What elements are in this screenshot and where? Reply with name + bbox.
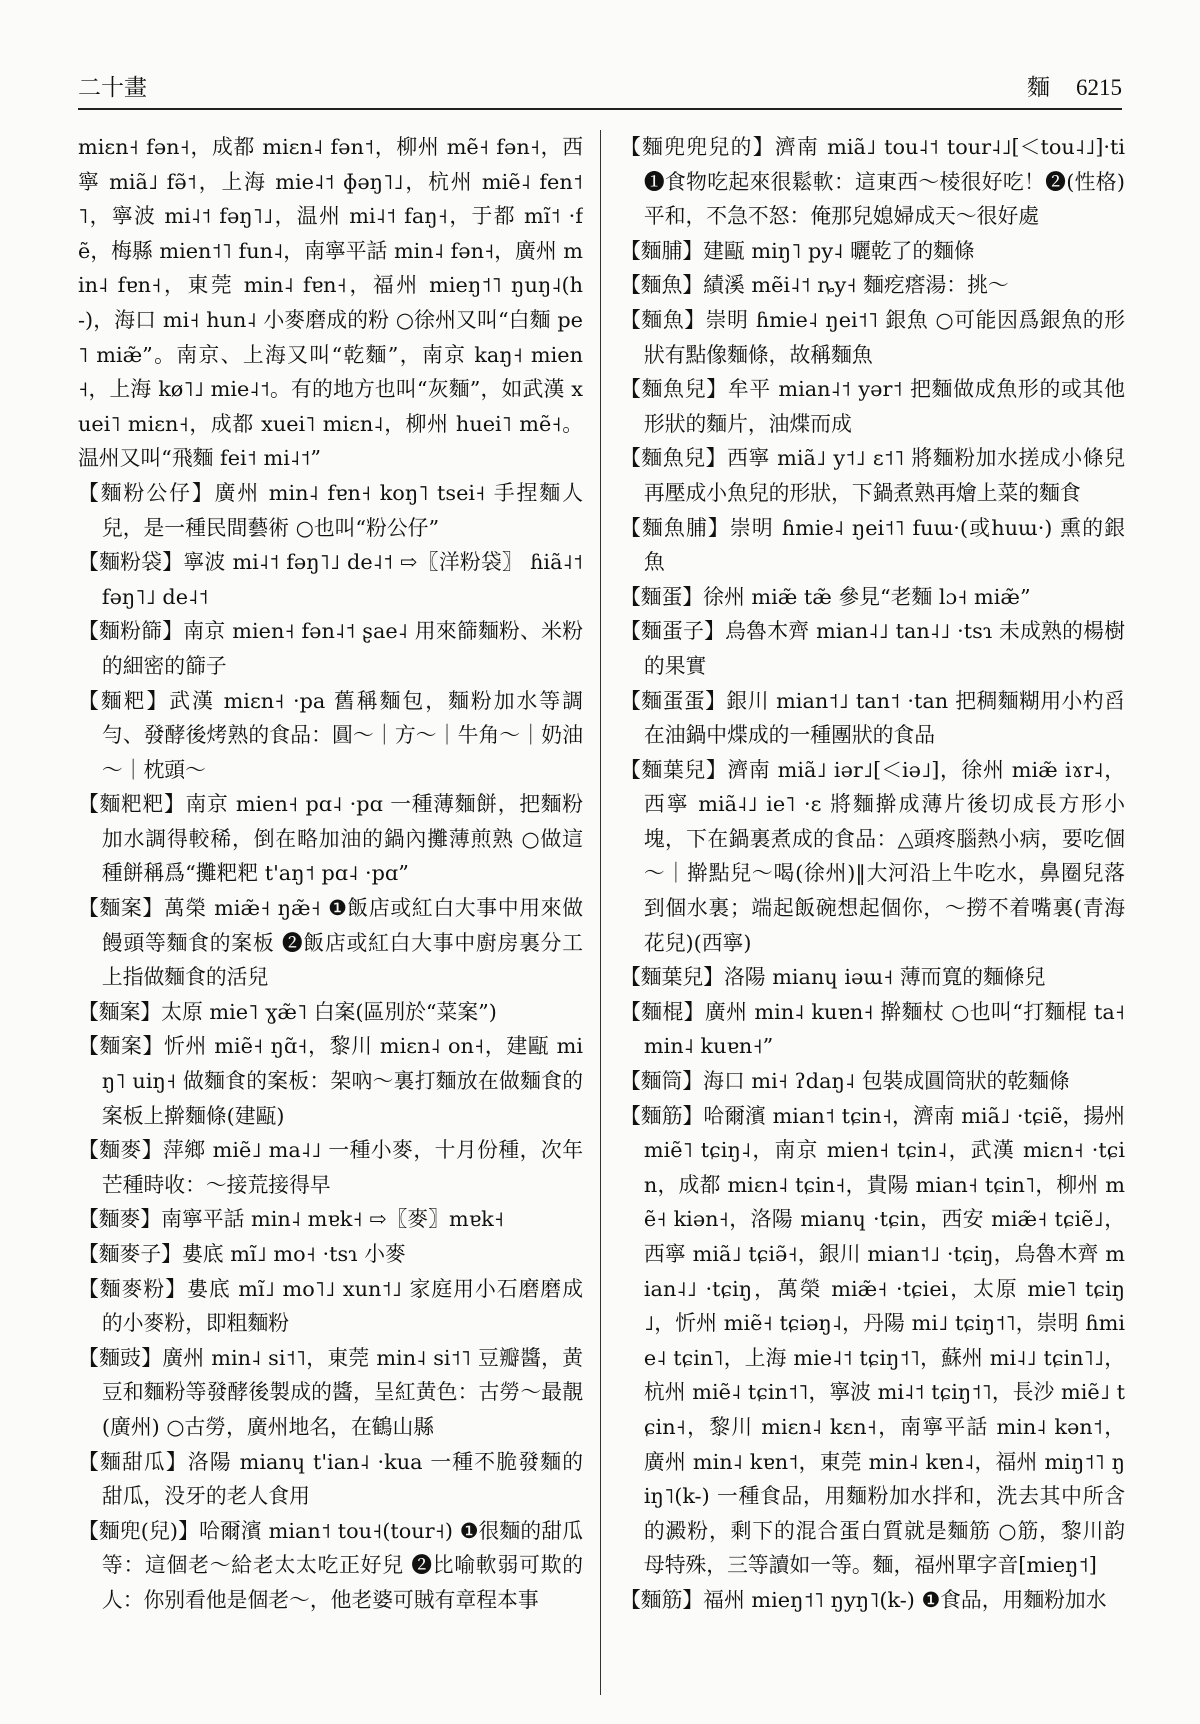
dictionary-entry: 【麵案】忻州 miẽ˧ ŋɑ̃˧，黎川 miɛn˨ on˧，建甌 miŋ˥ uiŋ˧ 做麵食的案板：架吶～裏打麵放在做麵食的案板上擀麵條(建甌) [78,1034,583,1128]
section-label: 二十畫 [78,75,147,101]
dictionary-entry: 【麵麥粉】婁底 mĩ˩ mo˥˩ xun˦˩ 家庭用小石磨磨成的小麥粉，即粗麵粉 [78,1276,583,1336]
running-head [1027,69,1122,102]
dictionary-entry: 【麵魚脯】崇明 ɦmie˨ ŋei˦˥ fuɯ·(或huɯ·) 熏的銀魚 [620,515,1125,575]
dictionary-entry: 【麵案】太原 mie˥ ɣæ̃˥ 白案(區別於“菜案”) [78,999,497,1024]
dictionary-entry: 【麵案】萬榮 miæ̃˧ ŋæ̃˧ ❶飯店或紅白大事中用來做饅頭等麵食的案板 ❷飯店或紅白大事中廚房裏分工上指做麵食的活兒 [78,896,583,990]
dictionary-entry: 【麵棍】廣州 min˨ kuɐn˧ 擀麵杖 ○也叫“打麵棍 ta˧ min˨ kuɐn˧” [620,999,1125,1059]
dictionary-entry: 【麵魚】績溪 mẽi˨˦ ȵy˧ 麵疙瘩湯：挑～ [620,273,1009,298]
dictionary-entry: 【麵蛋】徐州 miæ̃ tæ̃ 參見“老麵 lɔ˧ miæ̃” [620,584,1031,609]
dictionary-entry: 【麵粉公仔】廣州 min˨ fɐn˧ koŋ˥ tsei˧ 手捏麵人兒，是一種民間藝術 ○也叫“粉公仔” [78,480,583,540]
dictionary-entry: 【麵麥】南寧平話 min˨ mɐk˧ ⇨〖麥〗mɐk˧ [78,1207,504,1232]
dictionary-entry: 【麵粉篩】南京 mien˧ fən˨˦ ʂae˨ 用來篩麵粉、米粉的細密的篩子 [78,619,583,678]
dictionary-entry: 【麵葉兒】洛陽 mianɥ iəɯ˧ 薄而寬的麵條兒 [620,965,1046,990]
dictionary-entry: 【麵葉兒】濟南 miã˩ iər˩[＜iə˩]，徐州 miæ̃ iɤr˨，西寧 miã˨˩ ie˥ ·ɛ 將麵擀成薄片後切成長方形小塊，下在鍋裏煮成的食品：△頭疼腦熱小病，要吃個～｜擀點兒～喝(徐州)‖大河沿上牛吃水，鼻圈兒落到個水裏；端起飯碗想起個你，～撈不着嘴裏(青海花兒)(西寧) [620,757,1125,955]
dictionary-entry: 【麵粑】武漢 miɛn˧ ·pa 舊稱麵包，麵粉加水等調勻、發酵後烤熟的食品：圓～｜方～｜牛角～｜奶油～｜枕頭～ [78,688,583,782]
dictionary-entry: 【麵魚】崇明 ɦmie˨ ŋei˦˥ 銀魚 ○可能因爲銀魚的形狀有點像麵條，故稱麵魚 [620,307,1125,367]
dictionary-entry: 【麵蛋蛋】銀川 mian˦˩ tan˦ ·tan 把稠麵糊用小杓舀在油鍋中煠成的一種團狀的食品 [620,688,1125,748]
column-divider [600,130,601,1695]
dictionary-entry: 【麵魚兒】西寧 miã˩ y˦˩ ɛ˦˥ 將麵粉加水搓成小條兒再壓成小魚兒的形狀，下鍋煮熟再燴上菜的麵食 [620,446,1125,505]
dictionary-entry: 【麵粉袋】寧波 mi˨˦ fəŋ˥˩ de˨˦ ⇨〖洋粉袋〗 ɦiã˨˦ fəŋ˥˩ de˨˦ [78,550,583,609]
page-number: 6215 [1076,75,1122,100]
dictionary-entry: 【麵筒】海口 mi˧ ʔdaŋ˨ 包裝成圓筒狀的乾麵條 [620,1069,1070,1094]
dictionary-entry: 【麵脯】建甌 miŋ˥ py˨ 曬乾了的麵條 [620,238,975,263]
dictionary-entry: 【麵粑粑】南京 mien˧ pɑ˨ ·pɑ 一種薄麵餅，把麵粉加水調得較稀，倒在略加油的鍋內攤薄煎熟 ○做這種餅稱爲“攤粑粑 t'aŋ˦ pɑ˨ ·pɑ” [78,792,583,886]
dictionary-entry: 【麵麥子】婁底 mĩ˩ mo˧ ·tsɿ 小麥 [78,1242,406,1266]
dictionary-entry: 【麵兜兜兒的】濟南 miã˩ tou˨˦ tour˨˩[＜tou˨˩]·ti ❶食物吃起來很鬆軟：這東西～棱很好吃！❷(性格)平和，不急不怒：俺那兒媳婦成天～很好處 [620,135,1125,229]
dictionary-entry: 【麵魚兒】牟平 mian˨˦ yər˦ 把麵做成魚形的或其他形狀的麵片，油煠而成 [620,377,1125,436]
headword: 麵 [1027,75,1050,101]
entry-continuation: miɛn˧ fən˧，成都 miɛn˨ fən˦，柳州 mẽ˧ fən˧，西寧 miã˩ fə̃˦，上海 mie˨˦ ɸəŋ˥˩，杭州 miẽ˨ fen˦˥，寧波 mi˨˦ fəŋ˥˩，温州 mi˨˦ faŋ˧，于都 mĩ˦ ·fẽ，梅縣 mien˦˥ fun˨，南寧平話 min˨ fən˧，廣州 min˨ fɐn˧，東莞 min˨ fɐn˧，福州 mieŋ˦˥ ŋuŋ˨(h-)，海口 mi˧ hun˨ 小麥磨成的粉 ○徐州又叫“白麵 pe˥ miæ̃”。南京、上海又叫“乾麵”，南京 kaŋ˧ mien˧，上海 kø˥˩ mie˨˦。有的地方也叫“灰麵”，如武漢 xuei˥ miɛn˧，成都 xuei˥ miɛn˨，柳州 huei˥ mẽ˧。温州又叫“飛麵 fei˦ mi˨˦” [78,135,583,471]
dictionary-entry: 【麵蛋子】烏魯木齊 mian˨˩ tan˨˩ ·tsɿ 未成熟的楊樹的果實 [620,619,1125,678]
right-column [620,130,1125,1700]
dictionary-entry: 【麵兜(兒)】哈爾濱 mian˦ tou˧(tour˧) ❶很麵的甜瓜等：這個老～給老太太吃正好兒 ❷比喻軟弱可欺的人：你别看他是個老～，他老婆可賊有章程本事 [78,1518,583,1612]
page-header [78,64,1122,110]
dictionary-entry: 【麵筋】哈爾濱 mian˦ tɕin˧，濟南 miã˩ ·tɕiẽ，揚州 miẽ˥ tɕiŋ˨，南京 mien˧ tɕin˨，武漢 miɛn˧ ·tɕin，成都 miɛn˨ tɕin˧，貴陽 mian˧ tɕin˥，柳州 mẽ˧ kiən˧，洛陽 mianɥ ·tɕin，西安 miæ̃˧ tɕiẽ˩，西寧 miã˩ tɕiə̃˧，銀川 mian˦˩ ·tɕiŋ，烏魯木齊 mian˨˩ ·tɕiŋ，萬榮 miæ̃˧ ·tɕiei，太原 mie˥ tɕiŋ˩，忻州 miẽ˧ tɕiəŋ˨，丹陽 mi˩ tɕiŋ˦˥，崇明 ɦmie˨ tɕin˥，上海 mie˨˦ tɕiŋ˦˥，蘇州 mi˨˩ tɕin˥˩，杭州 miẽ˨ tɕin˦˥，寧波 mi˨˦ tɕiŋ˦˥，長沙 miẽ˩ tɕin˧，黎川 miɛn˨ kɛn˧，南寧平話 min˨ kən˦，廣州 min˨ kɐn˦，東莞 min˨ kɐn˨，福州 miŋ˦˥ ŋiŋ˥(k-) 一種食品，用麵粉加水拌和，洗去其中所含的澱粉，剩下的混合蛋白質就是麵筋 ○筋，黎川韵母特殊，三等讀如一等。麵，福州單字音[mieŋ˦] [620,1103,1125,1578]
dictionary-entry: 【麵豉】廣州 min˨ si˦˥，東莞 min˨ si˦˥ 豆瓣醬，黄豆和麵粉等發酵後製成的醬，呈紅黄色：古勞～最靚(廣州) ○古勞，廣州地名，在鶴山縣 [78,1345,583,1439]
dictionary-entry: 【麵麥】萍鄉 miẽ˩ ma˨˩ 一種小麥，十月份種，次年芒種時收：～接荒接得早 [78,1138,583,1197]
dictionary-entry: 【麵甜瓜】洛陽 mianɥ t'ian˨ ·kua 一種不脆發麵的甜瓜，没牙的老人食用 [78,1449,583,1509]
left-column [78,130,583,1700]
dictionary-entry: 【麵筋】福州 mieŋ˦˥ ŋyŋ˥(k-) ❶食品，用麵粉加水 [620,1587,1107,1612]
